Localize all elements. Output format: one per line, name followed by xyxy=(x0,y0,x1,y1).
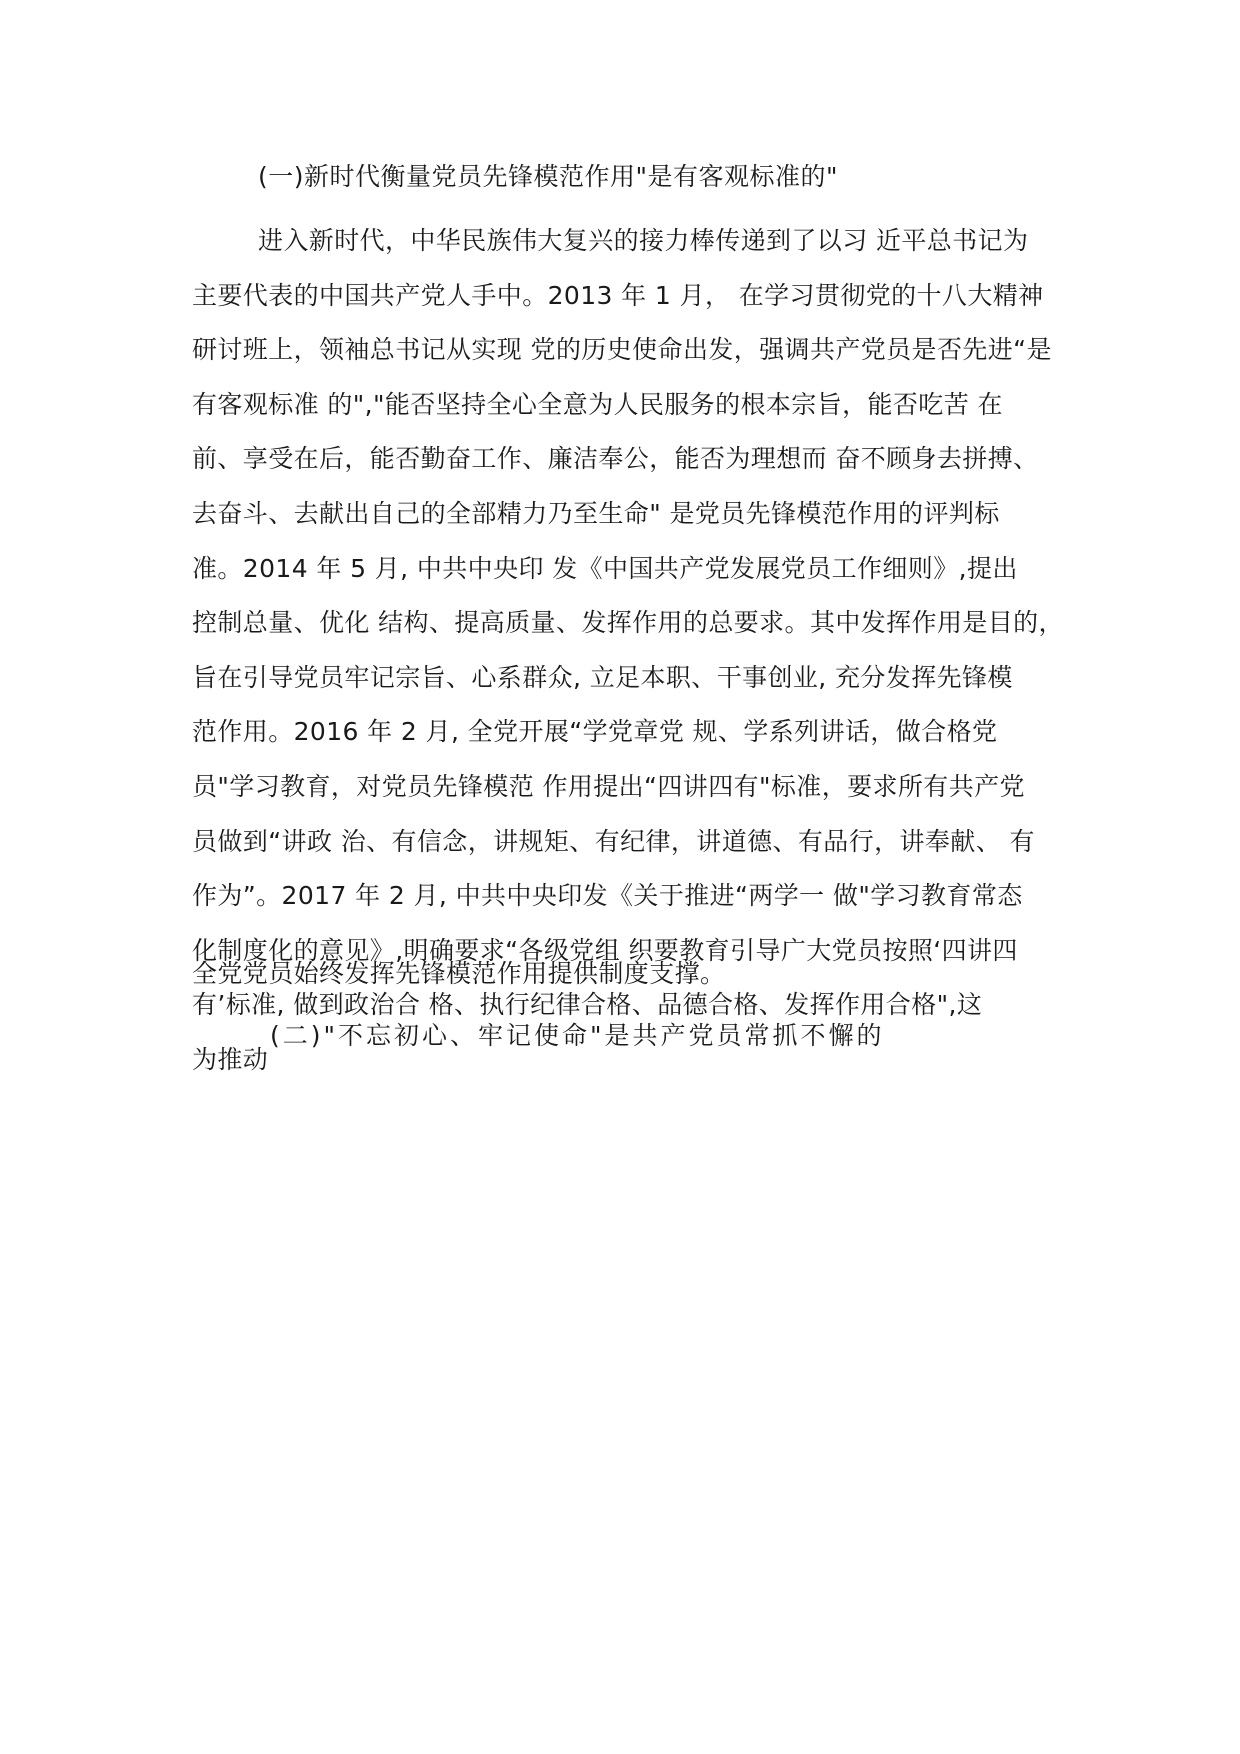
paragraph-line: 作为”。2017 年 2 月, 中共中央印发《关于推进“两学一 做"学习教育常态 xyxy=(192,881,1023,911)
paragraph-line: 旨在引导党员牢记宗旨、心系群众, 立足本职、干事创业, 充分发挥先锋模 xyxy=(192,662,1013,692)
paragraph-line: 控制总量、优化 结构、提高质量、发挥作用的总要求。其中发挥作用是目的， xyxy=(192,608,1064,638)
section-heading-1: (一)新时代衡量党员先锋模范作用"是有客观标准的" xyxy=(258,162,839,191)
paragraph-line: 员做到“讲政 治、有信念，讲规矩、有纪律，讲道德、有品行，讲奉献、 有 xyxy=(192,826,1035,856)
paragraph-line: 化制度化的意见》,明确要求“各级党组 织要教育引导广大党员按照‘四讲四 xyxy=(192,935,1018,965)
paragraph-line: 有’标准, 做到政治合 格、执行纪律合格、品德合格、发挥作用合格",这 xyxy=(192,990,983,1020)
paragraph-line: 前、享受在后，能否勤奋工作、廉洁奉公，能否为理想而 奋不顾身去拼搏、 xyxy=(192,444,1039,474)
paragraph-line: 员"学习教育，对党员先锋模范 作用提出“四讲四有"标准，要求所有共产党 xyxy=(192,771,1025,801)
paragraph-line: 为推动 xyxy=(192,1044,269,1074)
paragraph-line: 进入新时代，中华民族伟大复兴的接力棒传递到了以习 近平总书记为 xyxy=(258,226,1029,255)
paragraph-line: 准。2014 年 5 月, 中共中央印 发《中国共产党发展党员工作细则》,提出 xyxy=(192,553,1018,583)
paragraph-line: 有客观标准 的","能否坚持全心全意为人民服务的根本宗旨，能否吃苦 在 xyxy=(192,389,1003,419)
paragraph-line: 研讨班上，领袖总书记从实现 党的历史使命出发，强调共产党员是否先进“是 xyxy=(192,335,1052,365)
section-heading-2: (二)"不忘初心、牢记使命"是共产党员常抓不懈的 xyxy=(270,1021,885,1050)
closing-line: 全党党员始终发挥先锋模范作用提供制度支撑。 xyxy=(192,959,726,988)
paragraph-line: 主要代表的中国共产党人手中。2013 年 1 月， 在学习贯彻党的十八大精神 xyxy=(192,280,1044,310)
paragraph-line: 范作用。2016 年 2 月, 全党开展“学党章党 规、学系列讲话，做合格党 xyxy=(192,717,998,747)
paragraph-line: 去奋斗、去献出自己的全部精力乃至生命" 是党员先锋模范作用的评判标 xyxy=(192,498,1000,528)
